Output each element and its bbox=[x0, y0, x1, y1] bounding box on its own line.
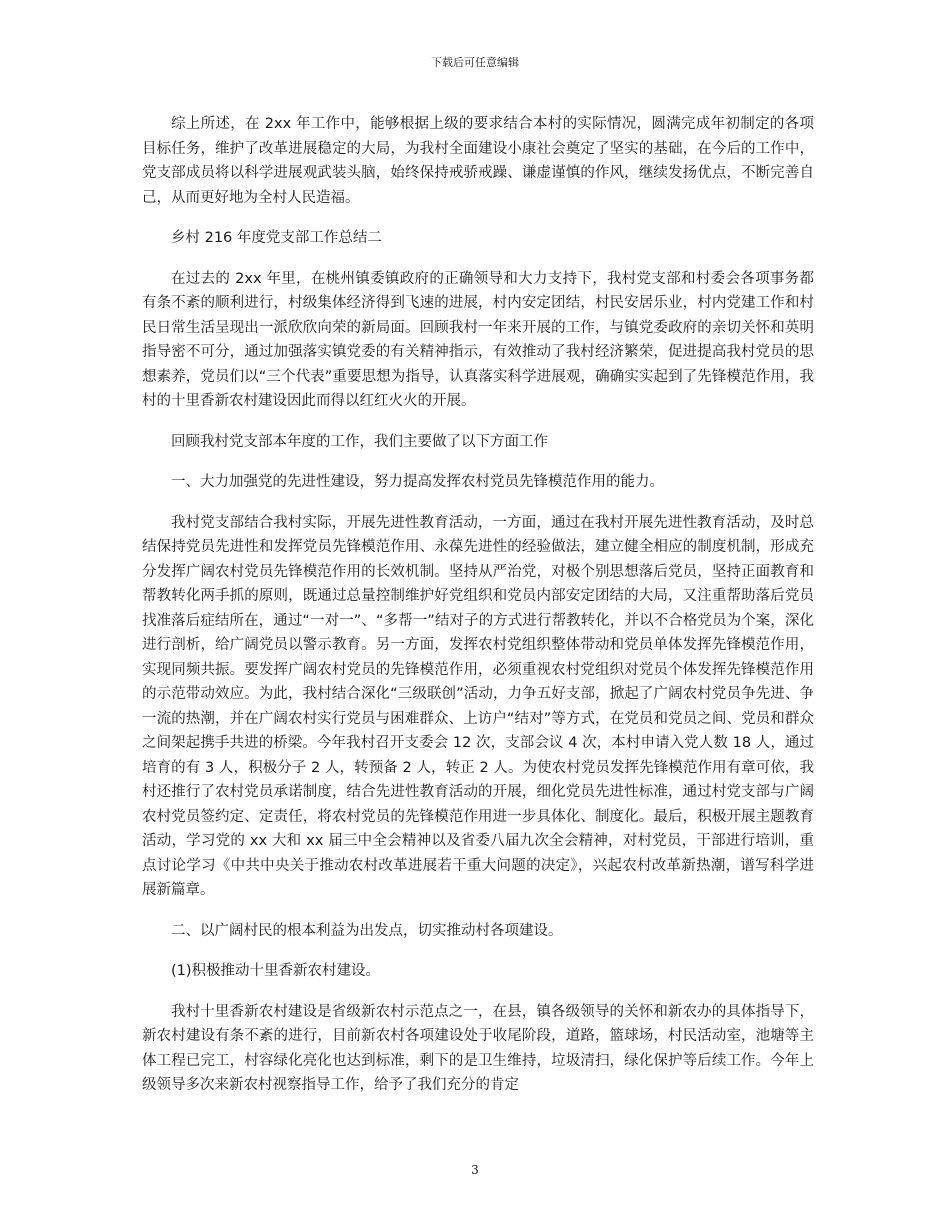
heading-section-two: 二、以广阔村民的根本利益为出发点，切实推动村各项建设。 bbox=[171, 922, 563, 939]
paragraph-section-one: 我村党支部结合我村实际，开展先进性教育活动，一方面，通过在我村开展先进性教育活动，及时总结保持党员先进性和发挥党员先锋模范作用、永葆先进性的经验做法，建立健全相应的制度机制，形成充分发挥广阔农村党员先锋模范作用的长效机制。坚持从严治党，对极个别思想落后党员，坚持正面教育和帮教转化两手抓的原则，既通过总量控制维护好党组织和党员内部安定团结的大局，又注重帮助落后党员找准落后症结所在，通过“一对一”、“多帮一”结对子的方式进行帮教转化，并以不合格党员为个案，深化进行剖析，给广阔党员以警示教育。另一方面，发挥农村党组织整体带动和党员单体发挥先锋模范作用，实现同频共振。要发挥广阔农村党员的先锋模范作用，必须重视农村党组织对党员个体发挥先锋模范作用的示范带动效应。为此，我村结合深化“三级联创”活动，力争五好支部，掀起了广阔农村党员争先进、争一流的热潮，并在广阔农村实行党员与困难群众、上访户“结对”等方式，在党员和党员之间、党员和群众之间架起携手共进的桥梁。今年我村召开支委会 12 次，支部会议 4 次，本村申请入党人数 18 人，通过培育的有 3 人，积极分子 2 人，转预备 2 人，转正 2 人。为使农村党员发挥先锋模范作用有章可依，我村还推行了农村党员承诺制度，结合先进性教育活动的开展，细化党员先进性标准，通过村党支部与广阔农村党员签约定、定责任，将农村党员的先锋模范作用进一步具体化、制度化。最后，积极开展主题教育活动，学习党的 xx 大和 xx 届三中全会精神以及省委八届九次全会精神，对村党员，干部进行培训，重点讨论学习《中共中央关于推动农村改革进展若干重大问题的决定》，兴起农村改革新热潮，谱写科学进展新篇章。 bbox=[142, 514, 814, 898]
page-number: 3 bbox=[471, 1163, 479, 1177]
page-header: 下载后可任意编辑 bbox=[431, 56, 519, 69]
paragraph-intro: 在过去的 2xx 年里，在桃州镇委镇政府的正确领导和大力支持下，我村党支部和村委会各项事务都有条不紊的顺利进行，村级集体经济得到飞速的进展，村内安定团结，村民安居乐业，村内党建工作和村民日常生活呈现出一派欣欣向荣的新局面。回顾我村一年来开展的工作，与镇党委政府的亲切关怀和英明指导密不可分，通过加强落实镇党委的有关精神指示，有效推动了我村经济繁荣，促进提高我村党员的思想素养，党员们以“三个代表”重要思想为指导，认真落实科学进展观，确确实实起到了先锋模范作用，我村的十里香新农村建设因此而得以红红火火的开展。 bbox=[142, 270, 814, 409]
paragraph-summary: 综上所述，在 2xx 年工作中，能够根据上级的要求结合本村的实际情况，圆满完成年初制定的各项目标任务，维护了改革进展稳定的大局，为我村全面建设小康社会奠定了坚实的基础，在今后的工作中，党支部成员将以科学进展观武装头脑，始终保持戒骄戒躁、谦虚谨慎的作风，继续发扬优点，不断完善自己，从而更好地为全村人民造福。 bbox=[142, 116, 814, 206]
subheading-item-one: (1)积极推动十里香新农村建设。 bbox=[171, 963, 381, 979]
section-title: 乡村 216 年度党支部工作总结二 bbox=[171, 230, 382, 246]
paragraph-review: 回顾我村党支部本年度的工作，我们主要做了以下方面工作 bbox=[171, 433, 548, 450]
paragraph-item-one: 我村十里香新农村建设是省级新农村示范点之一，在县，镇各级领导的关怀和新农办的具体指导下，新农村建设有条不紊的进行，目前新农村各项建设处于收尾阶段，道路，篮球场，村民活动室，池塘等主体工程已完工，村容绿化亮化也达到标准，剩下的是卫生维持，垃圾清扫，绿化保护等后续工作。今年上级领导多次来新农村视察指导工作，给予了我们充分的肯定 bbox=[142, 1003, 814, 1093]
document-body bbox=[142, 112, 814, 1114]
heading-section-one: 一、大力加强党的先进性建设，努力提高发挥农村党员先锋模范作用的能力。 bbox=[171, 474, 664, 490]
